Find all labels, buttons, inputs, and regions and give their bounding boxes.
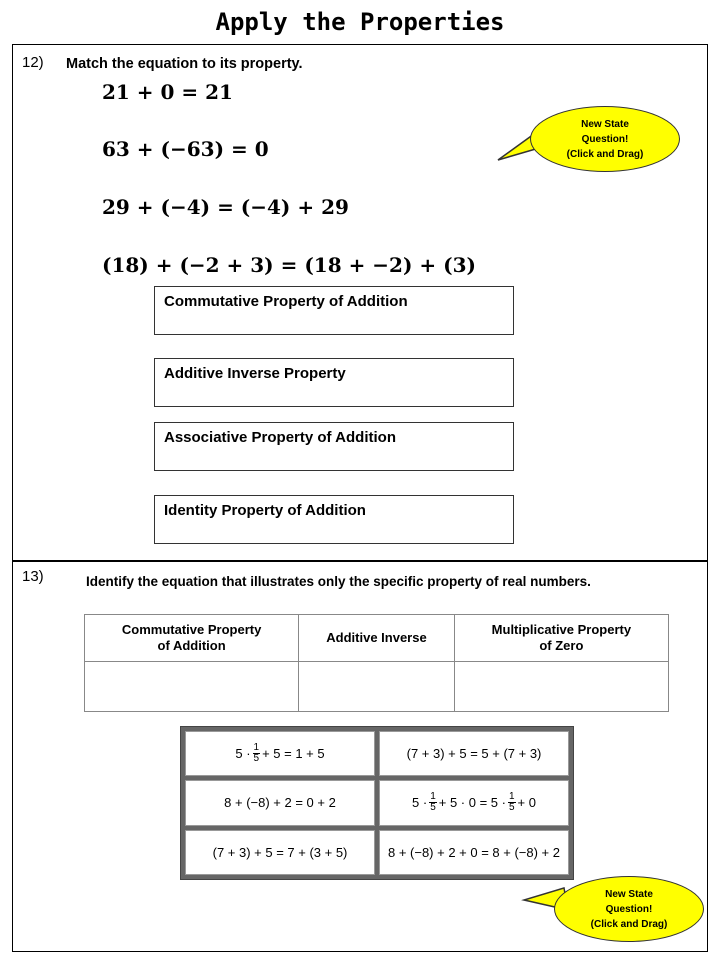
card-text: 5 · xyxy=(412,795,428,811)
new-state-question-bubble[interactable] xyxy=(554,876,704,942)
card-text: 8 + (−8) + 2 + 0 = 8 + (−8) + 2 xyxy=(387,844,560,860)
equation-card[interactable] xyxy=(379,780,569,825)
property-label: Identity Property of Addition xyxy=(164,502,366,519)
header-line: of Zero xyxy=(539,638,584,653)
fraction-denominator: 5 xyxy=(430,802,436,814)
sorting-table xyxy=(84,614,669,712)
fraction xyxy=(508,792,516,813)
fraction-denominator: 5 xyxy=(253,753,260,765)
equation-card[interactable] xyxy=(379,731,569,776)
fraction xyxy=(429,792,437,813)
card-text: (7 + 3) + 5 = 7 + (3 + 5) xyxy=(212,844,348,860)
card-text: + 0 xyxy=(517,795,536,811)
equation-3: 29 + (−4) = (−4) + 29 xyxy=(102,195,349,219)
equation-card[interactable] xyxy=(379,830,569,875)
header-line: Multiplicative Property xyxy=(491,622,632,637)
question-12-number: 12) xyxy=(22,54,44,71)
header-line: Additive Inverse xyxy=(326,630,427,645)
drop-cell-additive-inverse[interactable] xyxy=(299,662,455,712)
fraction-denominator: 5 xyxy=(508,802,515,814)
equation-card[interactable] xyxy=(185,731,375,776)
header-line: Commutative Property xyxy=(121,622,262,637)
equation-card-tray xyxy=(180,726,574,880)
card-text: 5 · xyxy=(235,746,251,762)
fraction-numerator: 1 xyxy=(253,742,260,754)
equation-1: 21 + 0 = 21 xyxy=(102,80,233,104)
drop-cell-multiplicative-zero[interactable] xyxy=(454,662,668,712)
card-text: + 5 · 0 = 5 · xyxy=(438,795,506,811)
header-commutative xyxy=(85,615,299,662)
property-label: Additive Inverse Property xyxy=(164,365,346,382)
fraction xyxy=(253,743,261,764)
equation-card[interactable] xyxy=(185,830,375,875)
property-label: Associative Property of Addition xyxy=(164,429,396,446)
bubble-line: (Click and Drag) xyxy=(566,148,644,160)
question-13-instruction: Identify the equation that illustrates only the specific property of real numbers. xyxy=(86,574,591,589)
property-box-associative[interactable] xyxy=(154,422,514,471)
drop-cell-commutative[interactable] xyxy=(85,662,299,712)
property-box-commutative[interactable] xyxy=(154,286,514,335)
fraction-numerator: 1 xyxy=(508,791,515,803)
equation-2: 63 + (−63) = 0 xyxy=(102,137,269,161)
card-text: (7 + 3) + 5 = 5 + (7 + 3) xyxy=(406,746,542,762)
equation-card[interactable] xyxy=(185,780,375,825)
card-text: 8 + (−8) + 2 = 0 + 2 xyxy=(224,795,336,811)
card-text: + 5 = 1 + 5 xyxy=(262,746,325,762)
bubble-line: Question! xyxy=(605,903,653,915)
property-box-additive-inverse[interactable] xyxy=(154,358,514,407)
page-title: Apply the Properties xyxy=(215,8,505,36)
property-label: Commutative Property of Addition xyxy=(164,293,408,310)
bubble-line: New State xyxy=(605,888,653,900)
equation-4: (18) + (−2 + 3) = (18 + −2) + (3) xyxy=(102,253,476,277)
property-box-identity[interactable] xyxy=(154,495,514,544)
bubble-line: Question! xyxy=(581,133,629,145)
fraction-numerator: 1 xyxy=(430,791,436,803)
header-line: of Addition xyxy=(157,638,226,653)
bubble-line: New State xyxy=(581,118,629,130)
header-multiplicative-zero xyxy=(454,615,668,662)
header-additive-inverse xyxy=(299,615,455,662)
bubble-line: (Click and Drag) xyxy=(590,918,668,930)
new-state-question-bubble[interactable] xyxy=(530,106,680,172)
question-13-number: 13) xyxy=(22,568,44,585)
question-12-instruction: Match the equation to its property. xyxy=(66,56,303,72)
